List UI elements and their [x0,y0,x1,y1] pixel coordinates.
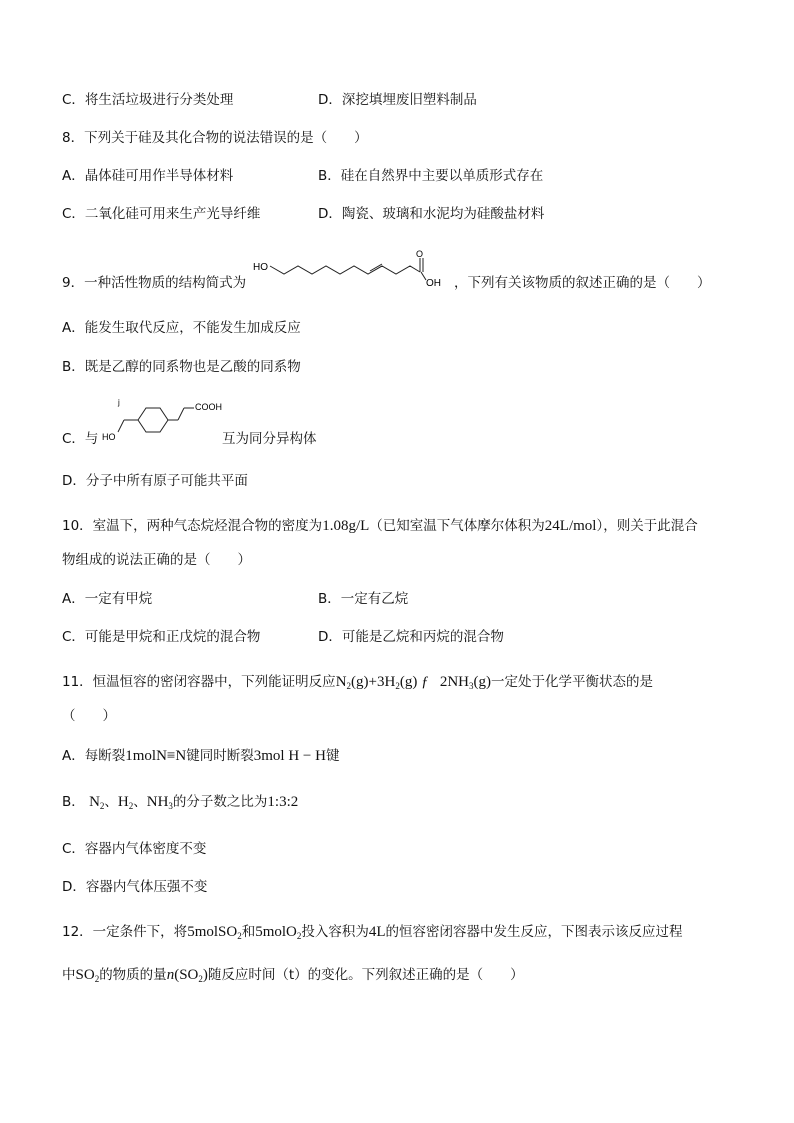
q9-stem-suffix: ，下列有关该物质的叙述正确的是（ ） [454,275,711,291]
q7-option-d: D．深挖填埋废旧塑料制品 [318,92,477,108]
q9-ring-ho: HO [102,432,116,442]
q10-stem-line1: 10．室温下，两种气态烷烃混合物的密度为1.08g/L（已知室温下气体摩尔体积为24L/mol），则关于此混合 [62,518,698,534]
q9-option-b: B．既是乙醇的同系物也是乙酸的同系物 [62,359,301,375]
q10-option-d: D．可能是乙烷和丙烷的混合物 [318,629,504,645]
q11-option-a: A．每断裂1molN≡N键同时断裂3mol H − H键 [62,748,340,764]
q11-stem-line2: （ ） [62,708,116,724]
q9-structure-diagram [250,250,455,300]
q9-stem-prefix: 9．一种活性物质的结构简式为 [62,275,247,291]
q9-struct-o: O [416,250,424,259]
q10-option-a: A．一定有甲烷 [62,591,153,607]
q8-option-c: C．二氧化硅可用来生产光导纤维 [62,206,261,222]
q11-option-b: B． $N_2$、$H_2$、$NH_3$的分子数之比为1:3:2 [62,794,299,811]
q9-ring-cooh: COOH [195,402,222,412]
q9-option-a: A．能发生取代反应，不能发生加成反应 [62,320,301,336]
q10-option-c: C．可能是甲烷和正戊烷的混合物 [62,629,261,645]
q9-ring-mark: j [118,398,120,407]
q11-stem-line1: 11．恒温恒容的密闭容器中，下列能证明反应$N_2(g)+3H_2(g)$ ƒ $2NH_3(g)$一定处于化学平衡状态的是 [62,674,653,691]
q7-option-c: C．将生活垃圾进行分类处理 [62,92,234,108]
q8-stem: 8．下列关于硅及其化合物的说法错误的是（ ） [62,130,368,146]
equilibrium-arrow-icon: ƒ [421,674,429,690]
q9-option-c-prefix: C．与 [62,431,99,447]
q11-option-c: C．容器内气体密度不变 [62,841,207,857]
q8-option-d: D．陶瓷、玻璃和水泥均为硅酸盐材料 [318,206,545,222]
q9-option-d: D．分子中所有原子可能共平面 [62,473,248,489]
q12-stem-line2: 中$SO_2$的物质的量$n(SO_2)$随反应时间（t）的变化。下列叙述正确的是（ ） [62,967,524,984]
q12-stem-line1: 12．一定条件下，将5molSO$_2$和5molO$_2$投入容积为4L的恒容密闭容器中发生反应，下图表示该反应过程 [62,924,683,941]
q9-option-c-structure [100,396,225,448]
q10-density: 1.08g/L [322,518,370,534]
q9-struct-ho: HO [253,262,268,273]
q10-molar-volume: 24L/mol [544,518,597,534]
q10-option-b: B．一定有乙烷 [318,591,409,607]
q8-option-b: B．硅在自然界中主要以单质形式存在 [318,168,544,184]
q10-stem-line2: 物组成的说法正确的是（ ） [62,552,251,568]
q11-equation: $N_2(g)+3H_2(g)$ ƒ $2NH_3(g)$ [335,674,491,691]
q9-option-c-suffix: 互为同分异构体 [222,431,317,447]
q9-struct-oh: OH [426,278,441,289]
q8-option-a: A．晶体硅可用作半导体材料 [62,168,234,184]
q11-option-d: D．容器内气体压强不变 [62,879,208,895]
